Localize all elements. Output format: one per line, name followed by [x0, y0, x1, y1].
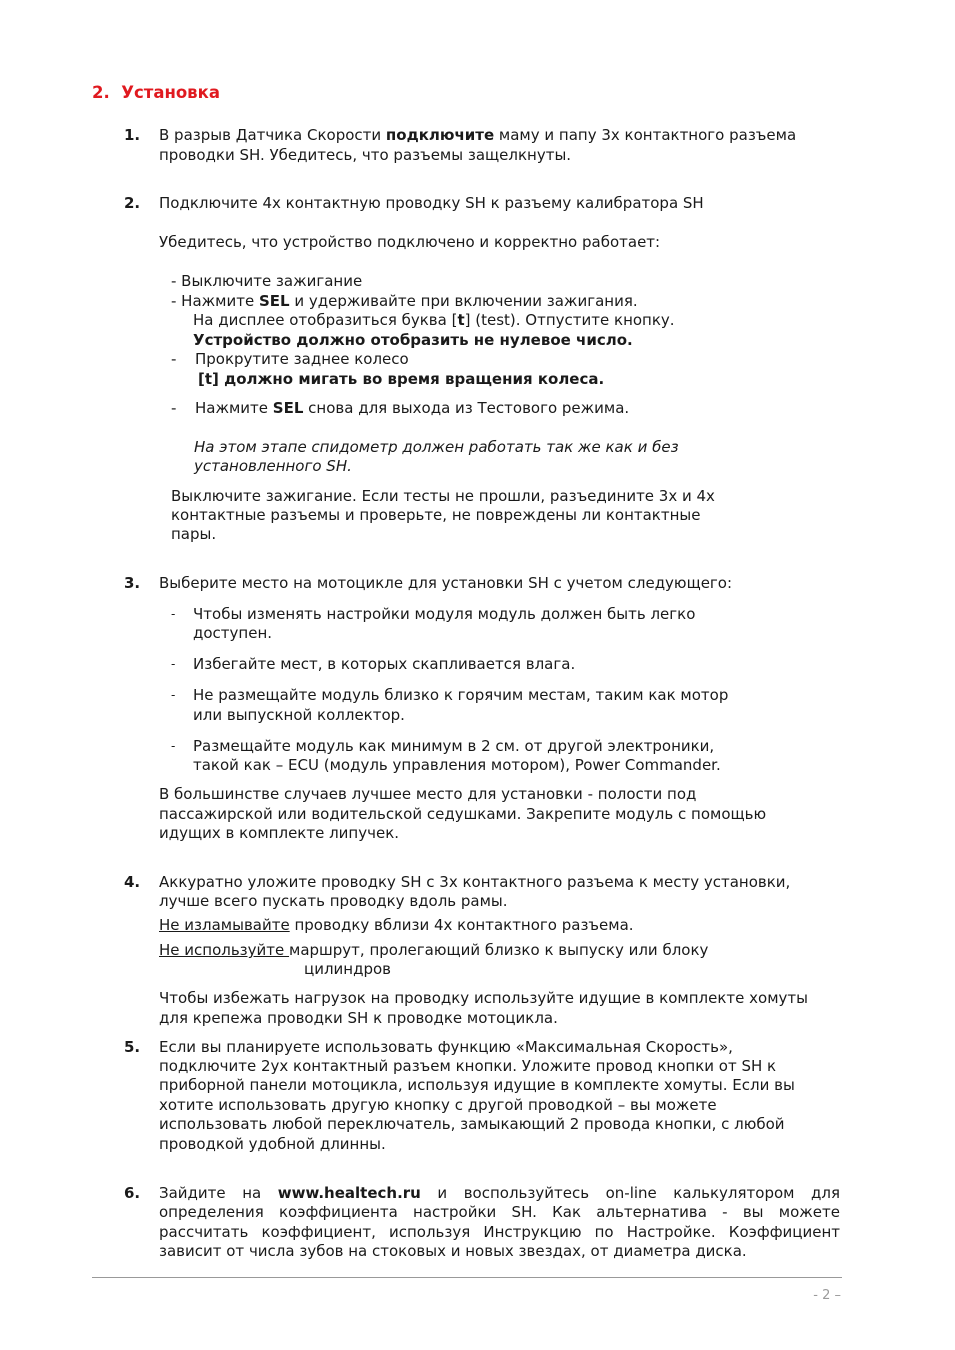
step2-line1: Подключите 4х контактную проводку SH к разъему калибратора SH [159, 194, 704, 212]
step6-line4: зависит от числа зубов на стоковых и новых звездах, от диаметра диска. [159, 1242, 747, 1260]
bullet-dash: - [171, 607, 176, 621]
step5-line2: подключите 2ух контактный разъем кнопки. Уложите провод кнопки от SH к [159, 1057, 777, 1075]
text: снова для выхода из Тестового режима. [303, 399, 630, 417]
step-number: 6. [124, 1184, 141, 1202]
step3-item4-line2: такой как – ECU (модуль управления мотором), Power Commander. [193, 756, 721, 774]
step3-item2: Избегайте мест, в которых скапливается влага. [193, 655, 576, 673]
bullet-dash: - [171, 350, 177, 368]
step3-item3-line2: или выпускной коллектор. [193, 706, 405, 724]
section-heading [92, 83, 220, 103]
text: маму и папу 3х контактного разъема [494, 126, 797, 144]
text: В разрыв Датчика Скорости [159, 126, 386, 144]
step-number: 4. [124, 873, 141, 891]
text: - Нажмите [171, 292, 259, 310]
ignition-paragraph-line1: Выключите зажигание. Если тесты не прошли, разъедините 3х и 4х [171, 487, 715, 505]
step-number: 5. [124, 1038, 141, 1056]
section-number: 2. [92, 83, 110, 102]
step4-line3 [159, 916, 634, 936]
note-line1: На этом этапе спидометр должен работать так же как и без [194, 438, 679, 456]
step3-line1: Выберите место на мотоцикле для установки SH с учетом следующего: [159, 574, 733, 592]
step-number: 1. [124, 126, 141, 144]
page-number: - 2 – [813, 1288, 841, 1303]
bullet-dash: - [171, 739, 176, 753]
step3-item1-line2: доступен. [193, 624, 273, 642]
step-number: 2. [124, 194, 141, 212]
underlined-text: Не изламывайте [159, 916, 290, 934]
bullet-press-sel-line3: Устройство должно отобразить не нулевое число. [193, 331, 633, 349]
step1-line2: проводки SH. Убедитесь, что разъемы защелкнуты. [159, 146, 572, 164]
step6-line2: определения коэффициента настройки SH. Как альтернатива - вы можете [159, 1203, 840, 1221]
text: Нажмите [195, 399, 273, 417]
bold-text: t [457, 311, 465, 329]
bullet-ignition-off: - Выключите зажигание [171, 272, 363, 290]
bullet-rotate-wheel-line2: [t] должно мигать во время вращения колеса. [198, 370, 605, 388]
bold-text: SEL [272, 399, 304, 417]
step3-paragraph-line2: пассажирской или водительской седушками. Закрепите модуль с помощью [159, 805, 767, 823]
step5-line1: Если вы планируете использовать функцию «Максимальная Скорость», [159, 1038, 733, 1056]
bullet-exit-test [195, 399, 629, 419]
text: Зайдите на [159, 1184, 278, 1202]
footer-divider [92, 1277, 842, 1278]
step5-line6: проводкой удобной длинны. [159, 1135, 386, 1153]
text: На дисплее отобразиться буква [ [193, 311, 458, 329]
step4-line4 [159, 941, 708, 961]
step3-item3-line1: Не размещайте модуль близко к горячим местам, таким как мотор [193, 686, 729, 704]
ignition-paragraph-line3: пары. [171, 525, 217, 543]
bullet-press-sel-line2 [193, 311, 675, 331]
ignition-paragraph-line2: контактные разъемы и проверьте, не повреждены ли контактные [171, 506, 701, 524]
step3-paragraph-line1: В большинстве случаев лучшее место для установки - полости под [159, 785, 697, 803]
bullet-press-sel [171, 292, 638, 312]
step-number: 3. [124, 574, 141, 592]
step2-check: Убедитесь, что устройство подключено и корректно работает: [159, 233, 661, 251]
underlined-text: Не используйте [159, 941, 290, 959]
step3-item4-line1: Размещайте модуль как минимум в 2 см. от другой электроники, [193, 737, 715, 755]
bullet-rotate-wheel: Прокрутите заднее колесо [195, 350, 409, 368]
text: и воспользуйтесь on-line калькулятором для [420, 1184, 840, 1202]
text: ] (test). Отпустите кнопку. [464, 311, 675, 329]
section-title: Установка [121, 83, 220, 102]
step3-paragraph-line3: идущих в комплекте липучек. [159, 824, 400, 842]
step4-paragraph-line2: для крепежа проводки SH к проводке мотоцикла. [159, 1009, 558, 1027]
text: маршрут, пролегающий близко к выпуску или блоку [289, 941, 709, 959]
step4-line5: цилиндров [304, 960, 392, 978]
step5-line4: хотите использовать другую кнопку с другой проводкой – вы можете [159, 1096, 717, 1114]
step3-item1-line1: Чтобы изменять настройки модуля модуль должен быть легко [193, 605, 696, 623]
step6-line1 [159, 1184, 840, 1204]
bullet-dash: - [171, 399, 177, 417]
bold-text: SEL [258, 292, 290, 310]
text: и удерживайте при включении зажигания. [289, 292, 638, 310]
step5-line3: приборной панели мотоцикла, используя идущие в комплекте хомуты. Если вы [159, 1076, 795, 1094]
step4-paragraph-line1: Чтобы избежать нагрузок на проводку используйте идущие в комплекте хомуты [159, 989, 808, 1007]
bullet-dash: - [171, 657, 176, 671]
bold-text: подключите [385, 126, 495, 144]
website-link[interactable]: www.healtech.ru [277, 1184, 421, 1202]
step6-line3: рассчитать коэффициент, используя Инструкцию по Настройке. Коэффициент [159, 1223, 840, 1241]
text: проводку вблизи 4х контактного разъема. [289, 916, 634, 934]
note-line2: установленного SH. [194, 457, 352, 475]
step4-line2: лучше всего пускать проводку вдоль рамы. [159, 892, 508, 910]
step1-line1 [159, 126, 796, 146]
step5-line5: использовать любой переключатель, замыкающий 2 провода кнопки, с любой [159, 1115, 785, 1133]
bullet-dash: - [171, 688, 176, 702]
step4-line1: Аккуратно уложите проводку SH с 3х контактного разъема к месту установки, [159, 873, 791, 891]
